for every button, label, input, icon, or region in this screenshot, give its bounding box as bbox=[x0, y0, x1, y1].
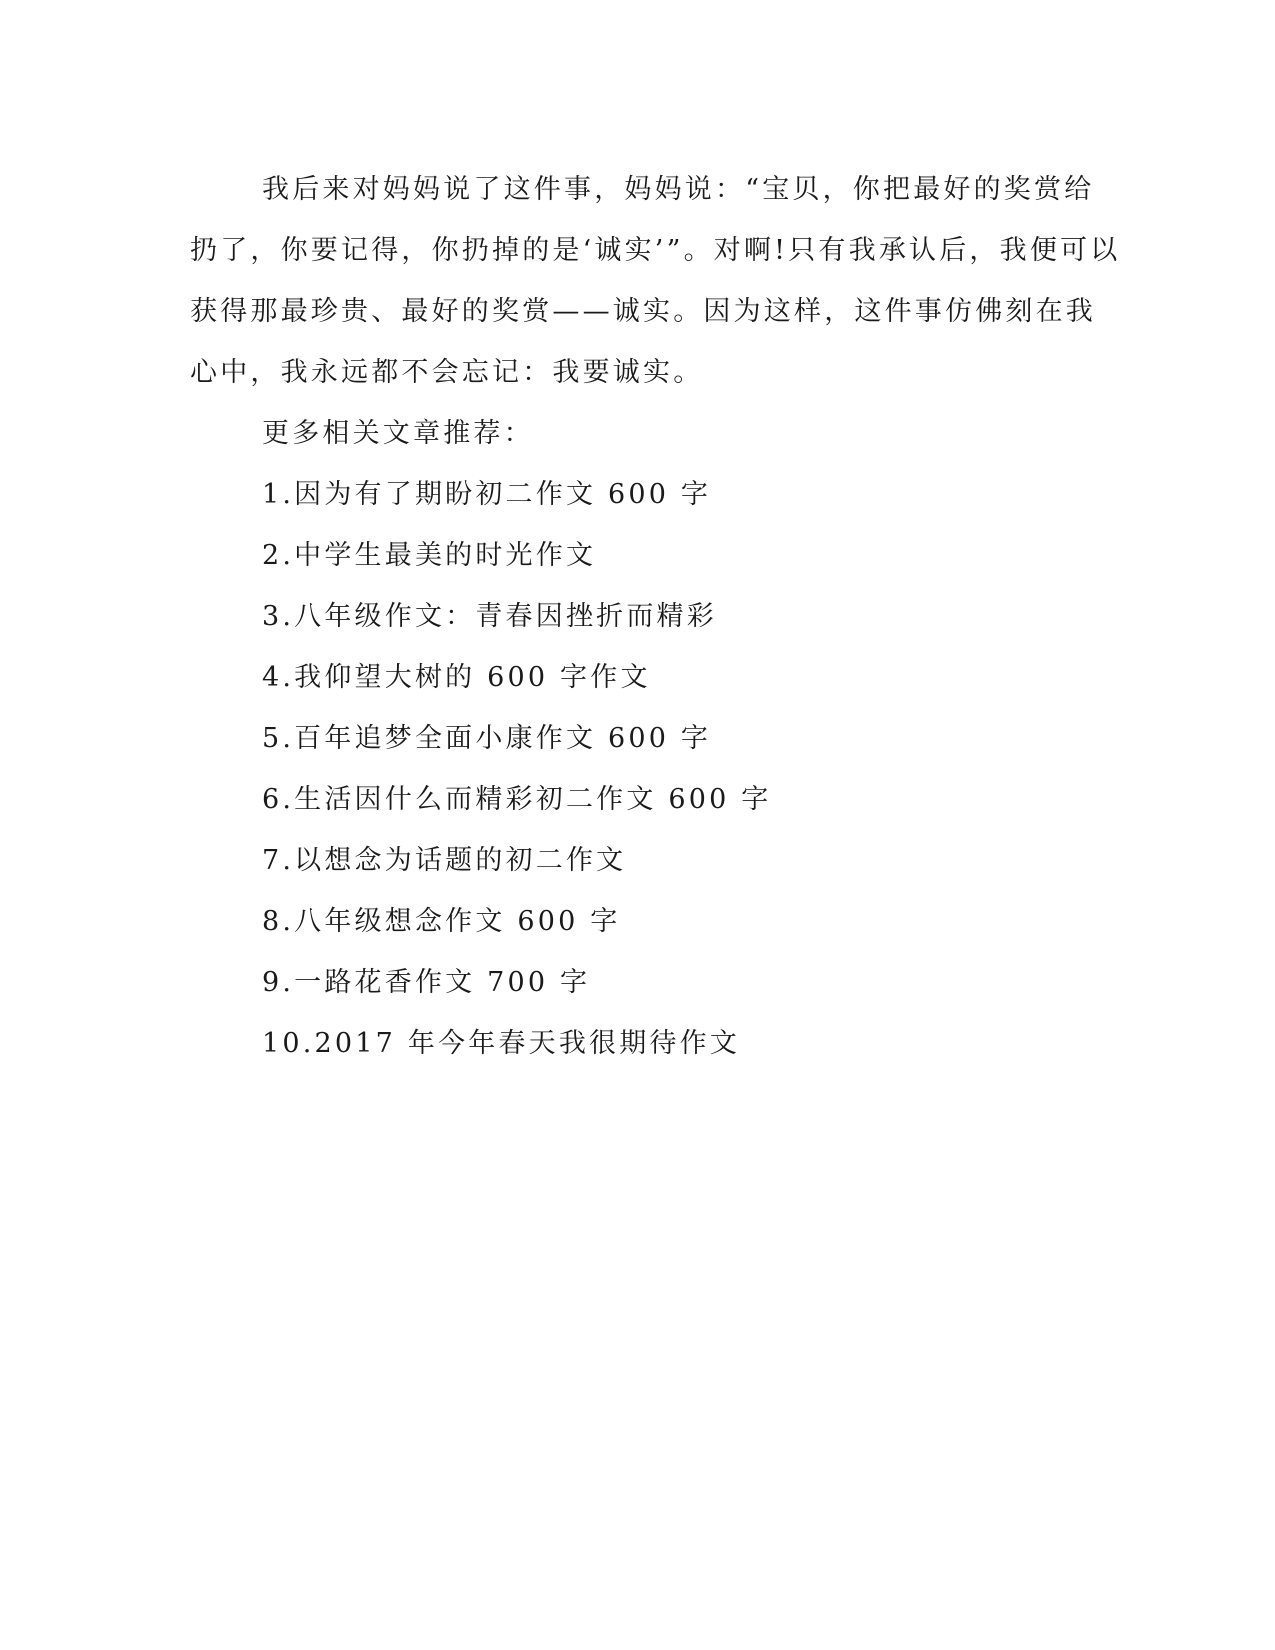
paragraph-line: 心中，我永远都不会忘记：我要诚实。 bbox=[190, 357, 704, 388]
related-item-7: 7.以想念为话题的初二作文 bbox=[262, 845, 627, 876]
paragraph-line: 我后来对妈妈说了这件事，妈妈说：“宝贝，你把最好的奖赏给 bbox=[262, 174, 1095, 205]
paragraph-line: 扔了，你要记得，你扔掉的是‘诚实’”。对啊!只有我承认后，我便可以 bbox=[190, 235, 1121, 266]
related-item-6: 6.生活因什么而精彩初二作文 600 字 bbox=[262, 784, 772, 815]
related-item-4: 4.我仰望大树的 600 字作文 bbox=[262, 662, 651, 693]
related-heading: 更多相关文章推荐： bbox=[262, 418, 534, 449]
related-item-1: 1.因为有了期盼初二作文 600 字 bbox=[262, 479, 712, 510]
related-item-2: 2.中学生最美的时光作文 bbox=[262, 540, 597, 571]
related-item-8: 8.八年级想念作文 600 字 bbox=[262, 906, 621, 937]
paragraph-line: 获得那最珍贵、最好的奖赏——诚实。因为这样，这件事仿佛刻在我 bbox=[190, 296, 1096, 327]
related-item-3: 3.八年级作文：青春因挫折而精彩 bbox=[262, 601, 717, 632]
related-item-5: 5.百年追梦全面小康作文 600 字 bbox=[262, 723, 712, 754]
related-item-9: 9.一路花香作文 700 字 bbox=[262, 967, 591, 998]
related-item-10: 10.2017 年今年春天我很期待作文 bbox=[262, 1028, 741, 1059]
